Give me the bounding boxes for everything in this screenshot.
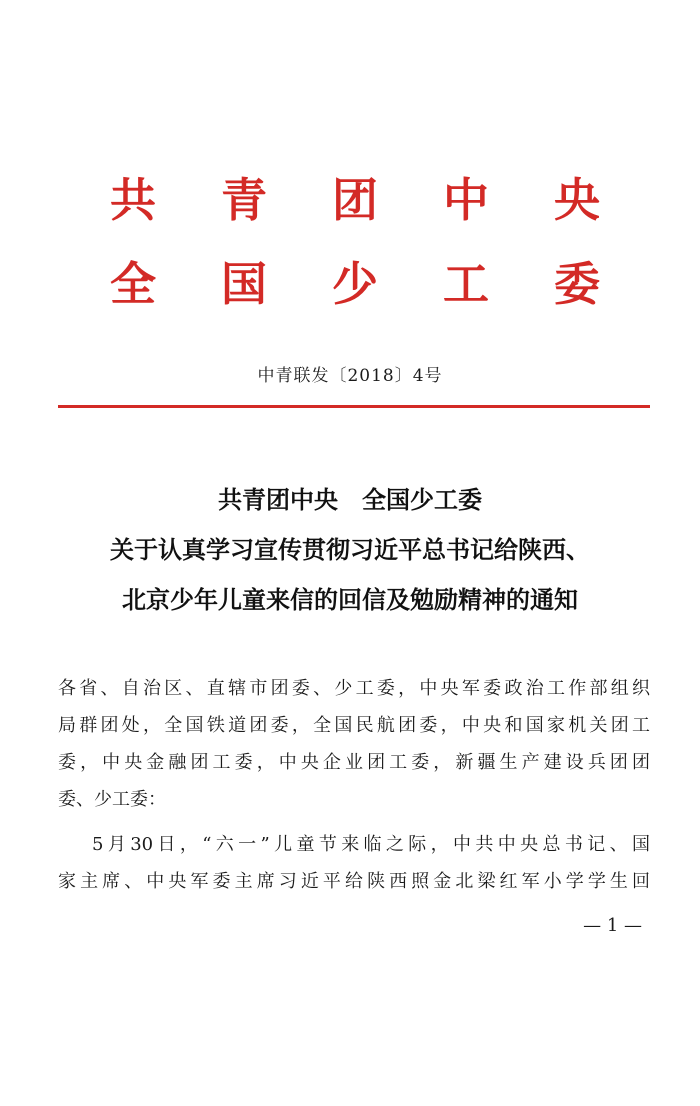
issuer-char: 委 [554, 257, 600, 311]
document-number: 中青联发〔2018〕4号 [257, 366, 443, 386]
title-line-1: 共青团中央 全国少工委 [218, 485, 482, 514]
page-number: — 1 — [583, 915, 642, 936]
title-line-3: 北京少年儿童来信的回信及勉励精神的通知 [122, 585, 578, 614]
issuer-name-line-1 [110, 172, 600, 228]
issuer-char: 青 [221, 173, 267, 227]
issuer-char: 全 [110, 257, 156, 311]
red-divider-line [58, 405, 650, 408]
body-line: 委，中央金融团工委，中央企业团工委，新疆生产建设兵团团 [58, 752, 650, 773]
issuer-char: 央 [554, 173, 600, 227]
body-line: 家主席、中央军委主席习近平给陕西照金北梁红军小学学生回 [58, 871, 650, 892]
issuer-name-line-2 [110, 256, 600, 312]
issuer-char: 工 [443, 257, 489, 311]
issuer-char: 团 [332, 173, 378, 227]
body-line: 局群团处，全国铁道团委，全国民航团委，中央和国家机关团工 [58, 715, 650, 736]
title-line-2: 关于认真学习宣传贯彻习近平总书记给陕西、 [110, 535, 590, 564]
body-line: 委、少工委： [58, 789, 166, 810]
body-line: 5月30日，“六一”儿童节来临之际，中共中央总书记、国 [92, 834, 650, 855]
body-line: 各省、自治区、直辖市团委、少工委，中央军委政治工作部组织 [58, 678, 650, 699]
issuer-char: 国 [221, 257, 267, 311]
issuer-char: 少 [332, 257, 378, 311]
issuer-char: 共 [110, 173, 156, 227]
issuer-char: 中 [443, 173, 489, 227]
